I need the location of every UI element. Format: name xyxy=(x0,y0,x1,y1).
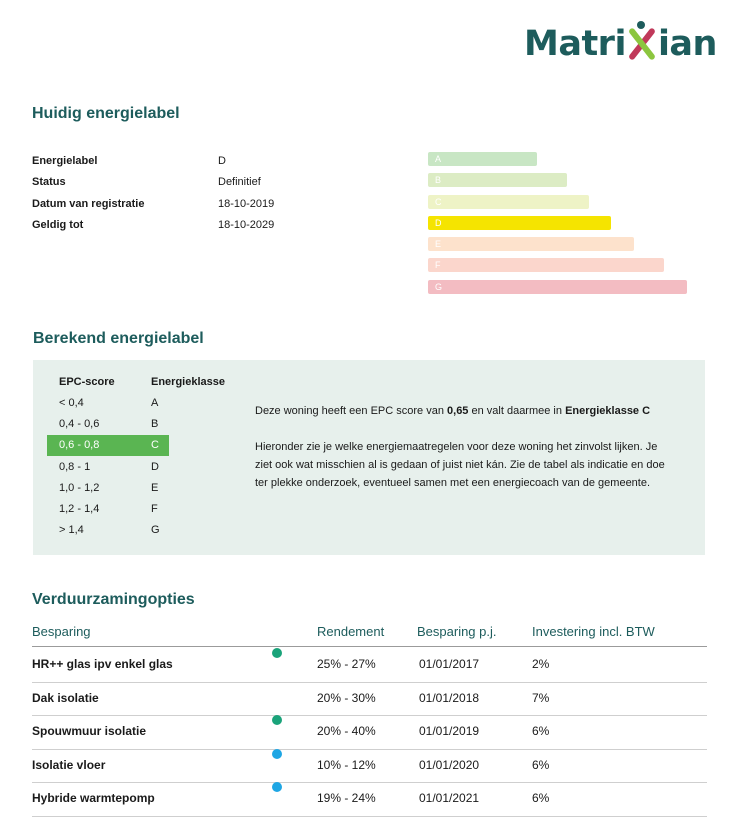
epc-summary xyxy=(255,402,675,420)
option-rendement: 25% - 27% xyxy=(317,657,376,671)
status-dot-icon xyxy=(272,648,282,658)
info-row xyxy=(32,193,274,215)
epc-class: C xyxy=(151,439,159,452)
label-bar-e: E xyxy=(428,237,634,251)
epc-score: 0,8 - 1 xyxy=(59,460,91,473)
logo-text-right: ian xyxy=(657,24,717,64)
summary-score: 0,65 xyxy=(447,405,469,417)
option-rendement: 20% - 40% xyxy=(317,724,376,739)
info-row xyxy=(32,215,274,237)
info-key: Geldig tot xyxy=(32,219,84,232)
option-besparing-pj: 01/01/2021 xyxy=(419,791,480,806)
col-rendement: Rendement xyxy=(317,624,385,639)
options-heading: Verduurzamingopties xyxy=(32,591,195,608)
status-dot-icon xyxy=(272,782,282,792)
col-besparing-pj: Besparing p.j. xyxy=(417,624,497,639)
info-value: 18-10-2019 xyxy=(218,197,275,210)
epc-score: 1,0 - 1,2 xyxy=(59,481,100,494)
options-table-header xyxy=(32,624,707,647)
option-besparing-pj: 01/01/2020 xyxy=(419,757,480,772)
epc-row xyxy=(47,456,169,477)
calculated-label-heading: Berekend energielabel xyxy=(33,330,204,347)
label-bar-f: F xyxy=(428,258,664,272)
options-row xyxy=(32,648,707,683)
label-bar-b: B xyxy=(428,173,567,187)
option-name: Spouwmuur isolatie xyxy=(32,724,147,739)
epc-score: 1,2 - 1,4 xyxy=(59,503,100,516)
label-bar-g: G xyxy=(428,280,687,294)
label-bar-a: A xyxy=(428,152,537,166)
info-row xyxy=(32,172,274,194)
epc-score: < 0,4 xyxy=(59,396,84,409)
epc-score: 0,6 - 0,8 xyxy=(59,439,100,452)
epc-score: > 1,4 xyxy=(59,524,84,537)
epc-row xyxy=(47,413,169,434)
option-besparing-pj: 01/01/2019 xyxy=(419,724,480,739)
epc-class: G xyxy=(151,524,160,537)
matrixian-logo xyxy=(524,24,717,64)
current-label-heading: Huidig energielabel xyxy=(32,105,180,122)
epc-class: E xyxy=(151,481,159,494)
info-key: Status xyxy=(32,176,66,189)
epc-table-header xyxy=(47,372,225,392)
epc-col-class: Energieklasse xyxy=(151,376,225,388)
option-investering: 7% xyxy=(532,690,550,705)
options-row xyxy=(32,682,707,717)
epc-table xyxy=(47,372,225,541)
summary-pre: Deze woning heeft een EPC score van xyxy=(255,405,448,417)
info-value: 18-10-2029 xyxy=(218,219,275,232)
option-investering: 6% xyxy=(532,757,550,772)
epc-explanation: Hieronder zie je welke energiemaatregelen voor deze woning het zinvolst lijken. Je ziet ook wat misschien al is gedaan of juist niet kán. Zie de tabel als indicatie en doe ter plekke onderzoek, eventueel samen met een energiecoach van de gemeente. xyxy=(255,441,665,489)
col-investering: Investering incl. BTW xyxy=(532,624,655,639)
info-value: D xyxy=(218,154,226,167)
option-name: Hybride warmtepomp xyxy=(32,791,155,806)
options-row xyxy=(32,715,707,750)
energy-label-scale xyxy=(428,152,687,301)
options-row xyxy=(32,782,707,817)
option-besparing-pj: 01/01/2018 xyxy=(419,690,480,705)
epc-class: D xyxy=(151,460,159,473)
calculated-label-panel xyxy=(33,360,705,555)
option-name: Isolatie vloer xyxy=(32,757,106,772)
info-row xyxy=(32,150,274,172)
epc-class: F xyxy=(151,503,158,516)
logo-text-left: Matri xyxy=(524,24,626,64)
option-rendement: 10% - 12% xyxy=(317,757,376,772)
logo-x-mark xyxy=(627,27,657,61)
label-bar-d: D xyxy=(428,216,611,230)
label-bar-c: C xyxy=(428,195,589,209)
epc-col-score: EPC-score xyxy=(59,376,115,388)
current-label-info xyxy=(32,150,274,236)
option-investering: 2% xyxy=(532,657,550,671)
option-besparing-pj: 01/01/2017 xyxy=(419,657,480,671)
epc-row xyxy=(47,392,169,413)
option-investering: 6% xyxy=(532,791,550,806)
info-key: Datum van registratie xyxy=(32,197,145,210)
summary-class: Energieklasse C xyxy=(565,405,651,417)
option-name: HR++ glas ipv enkel glas xyxy=(32,657,173,671)
options-row xyxy=(32,749,707,784)
option-rendement: 20% - 30% xyxy=(317,690,376,705)
epc-row xyxy=(47,477,169,498)
status-dot-icon xyxy=(272,749,282,759)
option-name: Dak isolatie xyxy=(32,690,99,705)
epc-class: A xyxy=(151,396,159,409)
option-rendement: 19% - 24% xyxy=(317,791,376,806)
epc-class: B xyxy=(151,417,159,430)
epc-score: 0,4 - 0,6 xyxy=(59,417,100,430)
option-investering: 6% xyxy=(532,724,550,739)
epc-row xyxy=(47,520,169,541)
calculated-label-text xyxy=(255,402,675,510)
col-besparing: Besparing xyxy=(32,624,91,639)
epc-row xyxy=(47,435,169,456)
summary-mid: en valt daarmee in xyxy=(468,405,566,417)
epc-row xyxy=(47,498,169,519)
status-dot-icon xyxy=(272,715,282,725)
info-value: Definitief xyxy=(218,176,261,189)
info-key: Energielabel xyxy=(32,154,98,167)
